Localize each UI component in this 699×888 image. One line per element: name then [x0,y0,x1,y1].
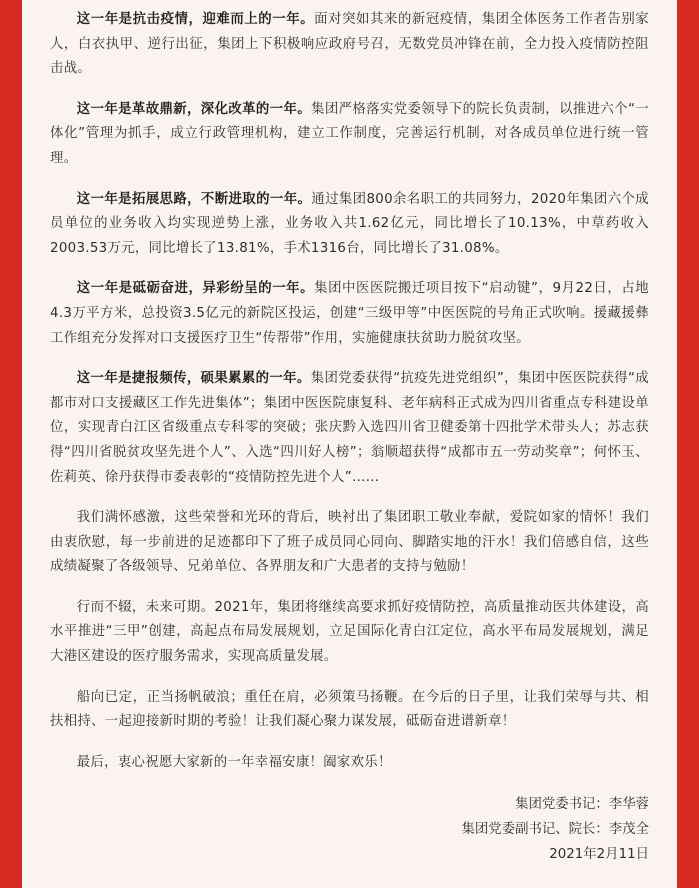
paragraph-text: 集团严格落实党委领导下的院长负责制，以推进六个“一体化”管理为抓手，成立行政管理机构，建立工作制度，完善运行机制，对各成员单位进行统一管理。 [50,101,649,166]
paragraph-lead: 这一年是砥砺奋进，异彩纷呈的一年。 [76,281,315,297]
signature-party-secretary: 集团党委书记：李华蓉 [515,797,649,813]
paragraph-text: 面对突如其来的新冠疫情，集团全体医务工作者告别家人，白衣执甲、逆行出征，集团上下积极响应政府号召，无数党员冲锋在前，全力投入疫情防控阻击战。 [50,12,649,77]
paragraph-9 [50,751,649,776]
paragraph-lead: 这一年是捷报频传，硕果累累的一年。 [76,371,311,387]
paragraph-lead: 这一年是抗击疫情，迎难而上的一年。 [76,12,315,27]
paragraph-text: 集团党委获得“抗疫先进党组织”，集团中医医院获得“成都市对口支援藏区工作先进集体”；集团中医医院康复科、老年病科正式成为四川省重点专科建设单位，实现青白江区省级重点专科零的突破；张庆黔入选四川省卫健委第十四批学术带头人；苏志获得“四川省脱贫攻坚先进个人”、入选“四川好人榜”；翁顺超获得“成都市五一劳动奖章”；何怀玉、佐莉英、徐丹获得市委表彰的“疫情防控先进个人”…… [50,371,649,485]
paragraph-1 [50,8,649,82]
paragraph-5 [50,367,649,490]
paragraph-text: 最后，衷心祝愿大家新的一年幸福安康！阖家欢乐！ [76,754,392,770]
paragraph-text: 我们满怀感激，这些荣誉和光环的背后，映衬出了集团职工敬业奉献，爱院如家的情怀！我们由衷欣慰，每一步前进的足迹都印下了班子成员同心同向、脚踏实地的汗水！我们倍感自信，这些成绩凝聚了各级领导、兄弟单位、各界朋友和广大患者的支持与勉励！ [50,510,649,575]
letter-body [50,8,649,867]
red-border-right [677,0,699,888]
signature-president: 集团党委副书记、院长：李茂全 [461,822,649,838]
paragraph-3 [50,188,649,262]
paragraph-text: 行而不辍，未来可期。2021年，集团将继续高要求抓好疫情防控，高质量推动医共体建设，高水平推进“三甲”创建，高起点布局发展规划，立足国际化青白江定位，高水平布局发展规划，满足大港区建设的医疗服务需求，实现高质量发展。 [50,599,649,665]
signature-block [50,793,649,867]
letter-paper [22,0,677,888]
paragraph-2 [50,98,649,172]
red-border-left [0,0,22,888]
paragraph-text: 通过集团800余名职工的共同努力，2020年集团六个成员单位的业务收入均实现逆势上涨，业务收入共1.62亿元，同比增长了10.13%，中草药收入2003.53万元，同比增长了13.81%，手术1316台，同比增长了31.08%。 [50,191,649,256]
paragraph-lead: 这一年是拓展思路，不断进取的一年。 [76,191,312,207]
paragraph-text: 集团中医医院搬迁项目按下“启动键”，9月22日，占地4.3万平方米，总投资3.5亿元的新院区投运，创建“三级甲等”中医医院的号角正式吹响。援藏援彝工作组充分发挥对口支援医疗卫生“传帮带”作用，实施健康扶贫助力脱贫攻坚。 [50,281,649,346]
paragraph-7 [50,596,649,670]
paragraph-text: 船向已定，正当扬帆破浪；重任在肩，必须策马扬鞭。在今后的日子里，让我们荣辱与共、相扶相持、一起迎接新时期的考验！让我们凝心聚力谋发展，砥砺奋进谱新章！ [50,689,649,730]
signature-date: 2021年2月11日 [549,846,649,862]
paragraph-4 [50,277,649,351]
paragraph-lead: 这一年是革故鼎新，深化改革的一年。 [76,101,312,117]
paragraph-6 [50,506,649,580]
paragraph-8 [50,686,649,735]
